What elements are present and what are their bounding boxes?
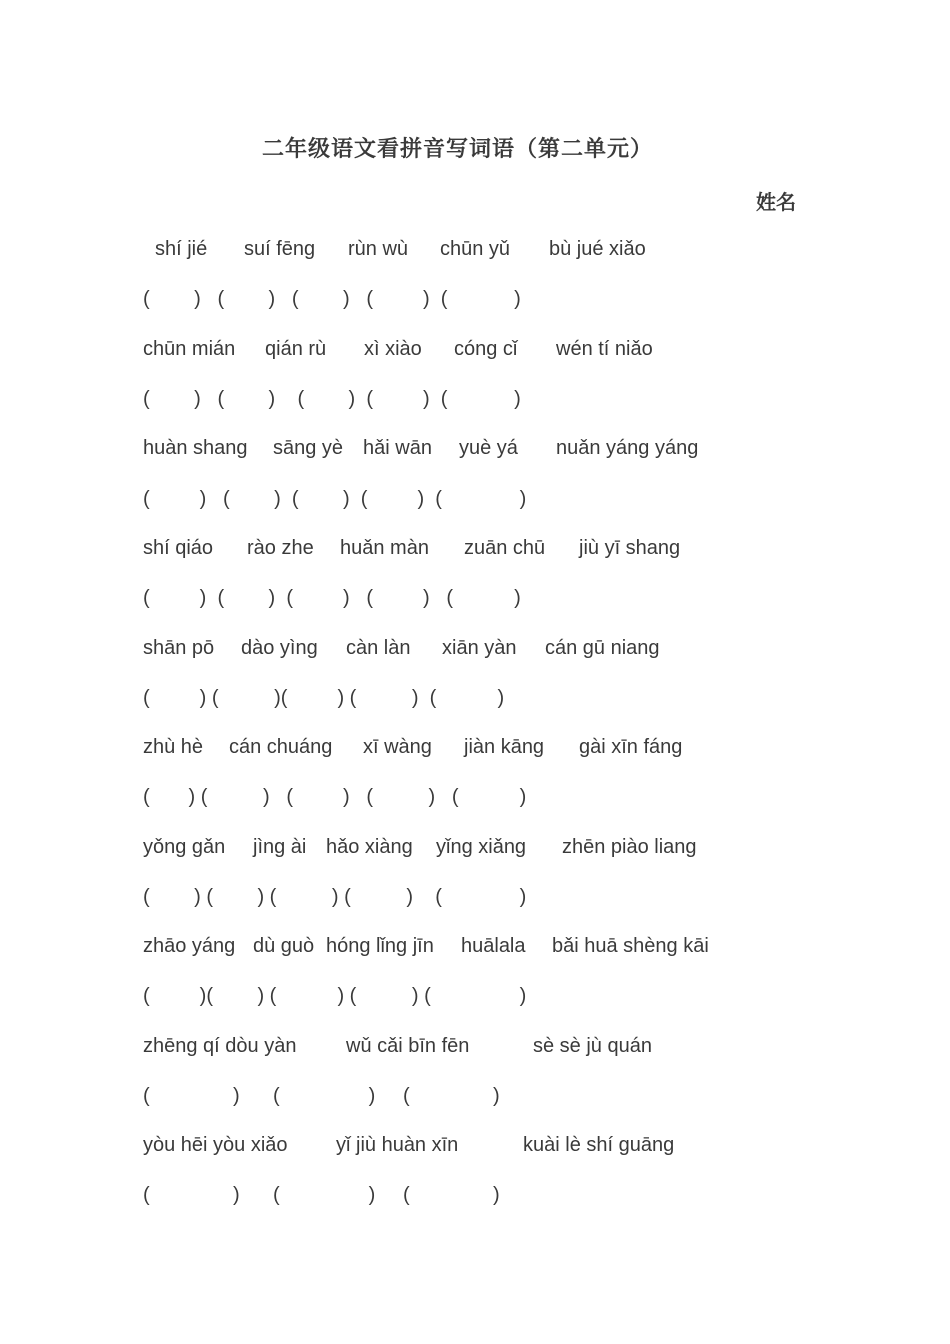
pinyin-word: zuān chū — [464, 537, 546, 559]
pinyin-word: xì xiào — [364, 338, 422, 360]
pinyin-word: sāng yè — [273, 437, 344, 459]
answer-row — [143, 584, 863, 612]
pinyin-word: gài xīn fáng — [579, 736, 683, 758]
pinyin-word: cán chuáng — [229, 736, 333, 758]
pinyin-word: bù jué xiǎo — [549, 238, 646, 260]
pinyin-word: rùn wù — [348, 238, 409, 260]
pinyin-word: cán gū niang — [545, 637, 660, 659]
pinyin-word: sè sè jù quán — [533, 1035, 652, 1057]
answer-row — [143, 1082, 863, 1110]
pinyin-row — [143, 335, 863, 363]
pinyin-row — [143, 434, 863, 462]
pinyin-word: chūn mián — [143, 338, 236, 360]
pinyin-word: huǎn màn — [340, 537, 429, 559]
pinyin-word: kuài lè shí guāng — [523, 1134, 675, 1156]
pinyin-row — [143, 1032, 863, 1060]
pinyin-word: dào yìng — [241, 637, 318, 659]
name-label: 姓名 — [756, 190, 796, 214]
pinyin-word: shí jié — [155, 238, 208, 260]
pinyin-word: yǐng xiǎng — [436, 836, 527, 858]
pinyin-word: cóng cǐ — [454, 338, 518, 360]
pinyin-word: jiù yī shang — [579, 537, 681, 559]
pinyin-row — [143, 733, 863, 761]
answer-row — [143, 285, 863, 313]
pinyin-word: zhēng qí dòu yàn — [143, 1035, 297, 1057]
pinyin-word: rào zhe — [247, 537, 314, 559]
answer-brackets: ( ) ( )( ) ( ) ( ) — [143, 687, 505, 709]
pinyin-row — [143, 932, 863, 960]
pinyin-row — [143, 634, 863, 662]
pinyin-word: jiàn kāng — [464, 736, 545, 758]
answer-brackets: ( ) ( ) ( ) ( ) ( ) — [143, 488, 527, 510]
pinyin-word: huàn shang — [143, 437, 248, 459]
pinyin-word: hǎo xiàng — [326, 836, 413, 858]
pinyin-word: nuǎn yáng yáng — [556, 437, 699, 459]
pinyin-row — [143, 235, 863, 263]
answer-brackets: ( ) ( ) ( ) — [143, 1184, 500, 1206]
pinyin-word: yuè yá — [459, 437, 518, 459]
answer-brackets: ( ) ( ) ( ) ( ) ( ) — [143, 288, 521, 310]
pinyin-word: jìng ài — [253, 836, 307, 858]
pinyin-word: xī wàng — [363, 736, 432, 758]
answer-row — [143, 485, 863, 513]
answer-row — [143, 1181, 863, 1209]
page-title: 二年级语文看拼音写词语（第二单元） — [261, 136, 653, 162]
pinyin-word: càn làn — [346, 637, 411, 659]
pinyin-word: shān pō — [143, 637, 215, 659]
pinyin-word: dù guò — [253, 935, 315, 957]
pinyin-word: wén tí niǎo — [556, 338, 653, 360]
pinyin-word: suí fēng — [244, 238, 316, 260]
answer-brackets: ( ) ( ) ( ) ( ) ( ) — [143, 886, 527, 908]
pinyin-word: xiān yàn — [442, 637, 517, 659]
answer-row — [143, 684, 863, 712]
pinyin-word: qián rù — [265, 338, 327, 360]
answer-brackets: ( ) ( ) ( ) ( ) ( ) — [143, 587, 521, 609]
pinyin-word: hǎi wān — [363, 437, 432, 459]
pinyin-row — [143, 1131, 863, 1159]
pinyin-word: chūn yǔ — [440, 238, 511, 260]
pinyin-word: zhāo yáng — [143, 935, 236, 957]
pinyin-word: hóng lǐng jīn — [326, 935, 434, 957]
pinyin-word: zhù hè — [143, 736, 204, 758]
pinyin-word: yǒng gǎn — [143, 836, 226, 858]
pinyin-word: wǔ cǎi bīn fēn — [346, 1035, 470, 1057]
answer-brackets: ( ) ( ) ( ) ( ) ( ) — [143, 388, 521, 410]
pinyin-word: yòu hēi yòu xiǎo — [143, 1134, 288, 1156]
answer-brackets: ( ) ( ) ( ) ( ) ( ) — [143, 786, 527, 808]
pinyin-word: zhēn piào liang — [562, 836, 697, 858]
answer-row — [143, 385, 863, 413]
pinyin-row — [143, 534, 863, 562]
answer-row — [143, 982, 863, 1010]
answer-brackets: ( )( ) ( ) ( ) ( ) — [143, 985, 527, 1007]
answer-row — [143, 883, 863, 911]
pinyin-word: huālala — [461, 935, 526, 957]
pinyin-row — [143, 833, 863, 861]
answer-brackets: ( ) ( ) ( ) — [143, 1085, 500, 1107]
answer-row — [143, 783, 863, 811]
pinyin-word: shí qiáo — [143, 537, 214, 559]
pinyin-word: bǎi huā shèng kāi — [552, 935, 709, 957]
pinyin-word: yǐ jiù huàn xīn — [336, 1134, 459, 1156]
